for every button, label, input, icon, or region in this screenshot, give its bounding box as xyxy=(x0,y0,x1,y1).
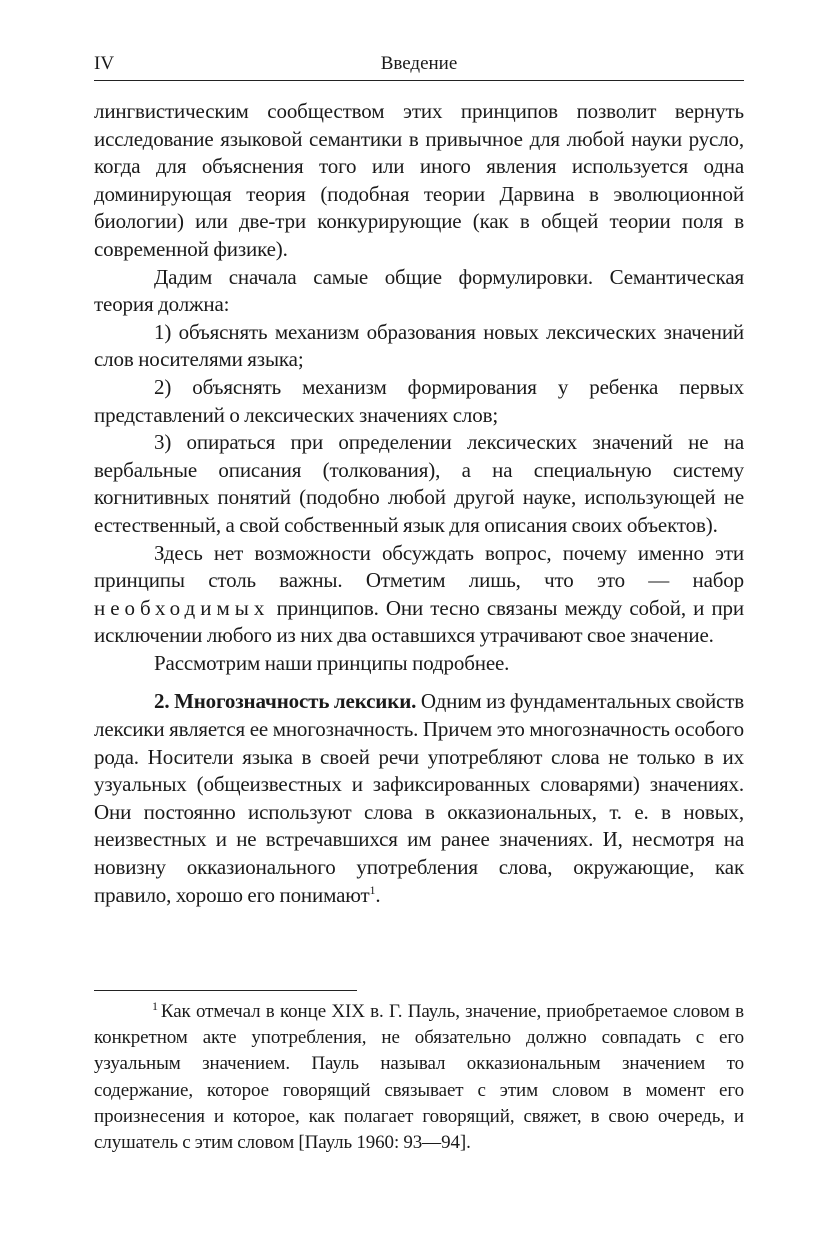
footnote-separator xyxy=(94,990,357,991)
paragraph-formulations: Дадим сначала самые общие формулировки. Семантическая теория должна: xyxy=(94,264,744,317)
list-item-3: 3) опираться при определении лексических значений не на вербальные описания (толкования), а на специальную систему когнитивных понятий (подобно любой другой науке, использующей не естественный, а свой собственный язык для описания своих объектов). xyxy=(94,430,744,537)
footnote-text: Как отмечал в конце XIX в. Г. Пауль, значение, приобретаемое словом в конкретном акте употребления, не обязательно должно совпадать с его узуальным значением. Пауль называл окказиональным значением то содержание, которое говорящий связывает с этим словом в момент его произнесения и которое, как полагает говорящий, свяжет, в свою очередь, и слушатель с этим словом [Пауль 1960: 93—94]. xyxy=(94,1001,744,1154)
list-item-2: 2) объяснять механизм формирования у ребенка первых представлений о лексических значениях слов; xyxy=(94,374,744,427)
section-paragraph xyxy=(94,688,744,909)
body-text xyxy=(94,98,744,909)
principles-text-start: Здесь нет возможности обсуждать вопрос, почему именно эти принципы столь важны. Отметим лишь, что это — набор xyxy=(94,540,744,593)
page-number: IV xyxy=(94,53,115,74)
list-item-1: 1) объяснять механизм образования новых лексических значений слов носителями языка; xyxy=(94,319,744,372)
footnote xyxy=(94,999,744,1156)
paragraph-principles xyxy=(94,540,744,650)
section-body: Одним из фундаментальных свойств лексики является ее многозначность. Причем это многозначность особого рода. Носители языка в своей речи употребляют слова не только в их узуальных (общеизвестных и зафиксированных словарями) значениях. Они постоянно используют слова в окказиональных, т. е. в новых, неизвестных и не встречавшихся им ранее значениях. И, несмотря на новизну окказионального употребления слова, окружающие, как правило, хорошо его понимают xyxy=(94,689,744,907)
page xyxy=(94,50,744,909)
emphasized-word: необходимых xyxy=(94,595,270,620)
running-head xyxy=(94,50,744,81)
footnote-reference[interactable]: 1 xyxy=(369,882,376,897)
section-heading: 2. Многозначность лексики. xyxy=(154,689,417,714)
principles-text-end: принципов. Они тесно связаны между собой, и при исключении любого из них два оставшихся утрачивают свое значение. xyxy=(94,595,744,648)
paragraph-consider: Рассмотрим наши принципы подробнее. xyxy=(154,650,510,675)
chapter-title: Введение xyxy=(380,53,458,74)
footnote-marker: 1 xyxy=(152,998,158,1013)
section-end: . xyxy=(375,882,381,907)
paragraph-continuation: лингвистическим сообществом этих принципов позволит вернуть исследование языковой семантики в привычное для любой науки русло, когда для объяснения того или иного явления используется одна доминирующая теория (подобная теории Дарвина в эволюционной биологии) или две-три конкурирующие (как в общей теории поля в современной физике). xyxy=(94,99,744,261)
